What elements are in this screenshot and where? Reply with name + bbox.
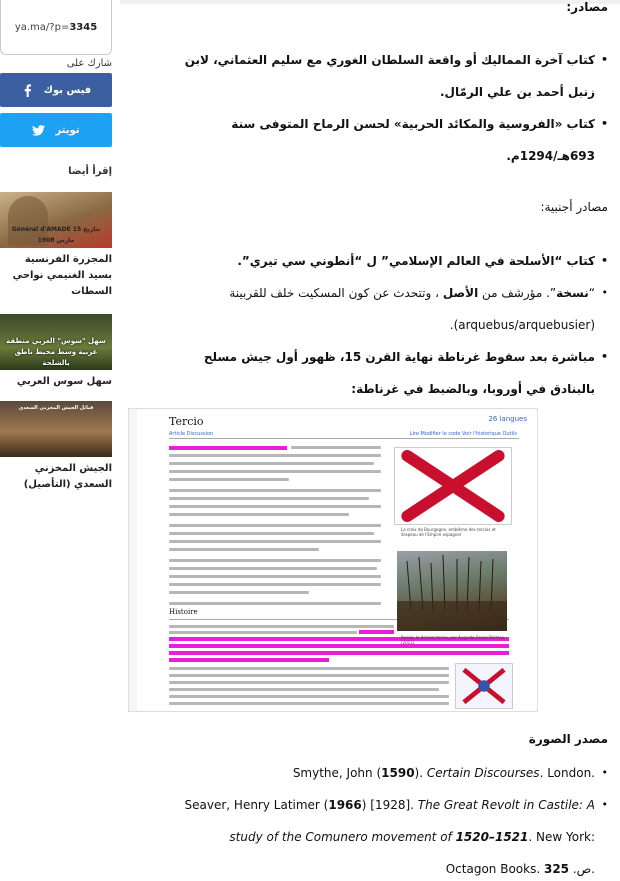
text-line — [169, 559, 381, 562]
text-line — [169, 532, 374, 535]
wiki-tabs: Article Discussion — [169, 431, 519, 439]
archive-copy-link[interactable]: نسخة — [556, 286, 589, 300]
text-line — [169, 513, 349, 516]
text-line — [169, 540, 381, 543]
text-line — [169, 674, 449, 677]
short-link-box[interactable] — [0, 0, 112, 55]
list-item: • مباشرة بعد سقوط غرناطة نهاية القرن 15، ظهور أول جيش مسلح بالبنادق في أوروبا، وبالضبط في غرناطة: — [178, 341, 608, 405]
text-line — [169, 681, 449, 684]
text-line — [169, 497, 369, 500]
share-label: شارك على — [66, 58, 112, 69]
ref-year: 1590 — [381, 766, 415, 780]
wiki-languages: 26 langues — [488, 415, 527, 423]
related-title[interactable]: الجيش المخزني السعدي (التأصيل) — [23, 463, 112, 490]
text-line — [169, 505, 381, 508]
ref-title: Certain Discourses — [426, 766, 540, 780]
text-line — [169, 524, 381, 527]
text-line — [291, 446, 381, 449]
text-line — [169, 489, 381, 492]
related-thumbnail-text: Général d'AMADE بتاريخ 15 مارس 1908 — [11, 226, 101, 244]
rocroi-painting — [397, 551, 507, 631]
wikipedia-screenshot-image — [128, 408, 538, 712]
twitter-share-button[interactable] — [0, 113, 112, 147]
related-thumbnail[interactable] — [0, 401, 112, 457]
related-thumbnail-text: قبائل الجيش المخزني السعدي — [18, 405, 94, 411]
related-post[interactable] — [0, 401, 112, 493]
image-edge — [129, 409, 137, 712]
text-line — [169, 470, 381, 473]
ref-publisher: . London. — [539, 766, 595, 780]
text-line — [169, 688, 439, 691]
related-title[interactable]: المجزرة الفرنسية بسيد الغنيمي نواحي السطات — [12, 254, 112, 297]
ref-years: 1520–1521 — [455, 830, 529, 844]
text-line — [169, 567, 377, 570]
ref-end: . — [591, 862, 595, 876]
short-link-prefix: ya.ma/?p= — [14, 22, 70, 33]
reference-item — [178, 789, 608, 881]
text-line — [169, 575, 381, 578]
text-line — [169, 478, 289, 481]
ref-publisher: . New York: Octagon Books. ص. — [445, 830, 595, 876]
article-body — [120, 0, 620, 881]
reference-item — [178, 757, 608, 789]
text-line — [169, 548, 319, 551]
archived-from-text: ”. مؤرشف من — [478, 286, 557, 300]
text-line — [169, 667, 449, 670]
facebook-label: فيس بوك — [43, 84, 92, 96]
list-item: • كتاب «الفروسية والمكائد الحربية» لحسن الرماح المتوفى سنة 693هـ/1294م. — [178, 108, 608, 172]
text-line — [169, 583, 381, 586]
foreign-sources-list — [178, 245, 608, 405]
ref-title: The Great Revolt in Castile: A study of the Comunero movement of — [229, 798, 595, 844]
twitter-label: تويتر — [55, 124, 80, 136]
list-item: • كتاب “الأسلحة في العالم الإسلامي” ل “أنطوني سي تيري”. — [178, 245, 608, 277]
related-post[interactable] — [0, 192, 112, 300]
short-link-id: 3345 — [69, 22, 98, 33]
highlight-mark — [169, 446, 287, 450]
ref-author: Seaver, Henry Latimer ( — [184, 798, 329, 812]
highlight-mark — [169, 651, 509, 655]
original-link[interactable]: الأصل — [442, 286, 479, 300]
related-thumbnail[interactable] — [0, 192, 112, 248]
painting-caption: Rocroi, le dernier tercio, par Augusto Ferrer-Dalmau (2011). — [401, 635, 505, 645]
text-line — [169, 702, 449, 705]
quote-open: “ — [588, 286, 595, 300]
text-line — [169, 602, 381, 605]
related-title[interactable]: سهل سوس العربي — [16, 376, 112, 387]
highlight-mark — [169, 658, 329, 662]
sources-list — [178, 44, 608, 172]
read-more-label: إقرأ أيضا — [68, 166, 112, 177]
musket-note: ، وتتحدث عن كون المسكيت خلف للقربينة (arquebus/arquebusier). — [229, 286, 595, 332]
facebook-icon — [21, 84, 34, 97]
left-sidebar — [0, 0, 113, 881]
ref-year: 1966 — [328, 798, 362, 812]
text-line — [169, 625, 394, 628]
burgundy-cross-flag — [394, 447, 512, 525]
facebook-share-button[interactable] — [0, 73, 112, 107]
related-thumbnail[interactable] — [0, 314, 112, 370]
related-thumbnail-text: سهل "سوس" العربي منطقة غربية وسط محيط ناطق بالشلحة — [6, 337, 106, 367]
highlight-mark — [359, 630, 394, 634]
sources-heading: مصادر: — [566, 0, 608, 14]
text-line — [169, 462, 374, 465]
wiki-tabs-right: Lire Modifier le code Voir l'historique Outils — [409, 431, 517, 437]
text-line — [169, 695, 449, 698]
text-line — [169, 454, 381, 457]
ref-sep: ) [1928]. — [361, 798, 418, 812]
text-line — [169, 631, 357, 634]
ref-page: 325 — [543, 862, 570, 876]
ref-author: Smythe, John ( — [292, 766, 382, 780]
list-item — [178, 277, 608, 341]
text-line — [169, 591, 309, 594]
foreign-sources-heading: مصادر أجنبية: — [540, 200, 608, 214]
flag-caption: La croix de Bourgogne, emblème des tercios et drapeau de l'Empire espagnol — [401, 527, 496, 537]
twitter-icon — [32, 124, 45, 137]
wiki-section-heading: Histoire — [169, 608, 198, 616]
related-post[interactable] — [0, 314, 112, 390]
second-flag — [455, 663, 513, 709]
list-item: • كتاب آخرة المماليك أو واقعة السلطان الغوري مع سليم العثماني، لابن زنبل أحمد بن علي الرمّال. — [178, 44, 608, 108]
ref-sep: ). — [414, 766, 427, 780]
top-divider — [120, 0, 620, 4]
image-source-heading: مصدر الصورة — [528, 732, 608, 746]
references-list — [178, 757, 608, 881]
wiki-title: Tercio — [169, 415, 204, 428]
